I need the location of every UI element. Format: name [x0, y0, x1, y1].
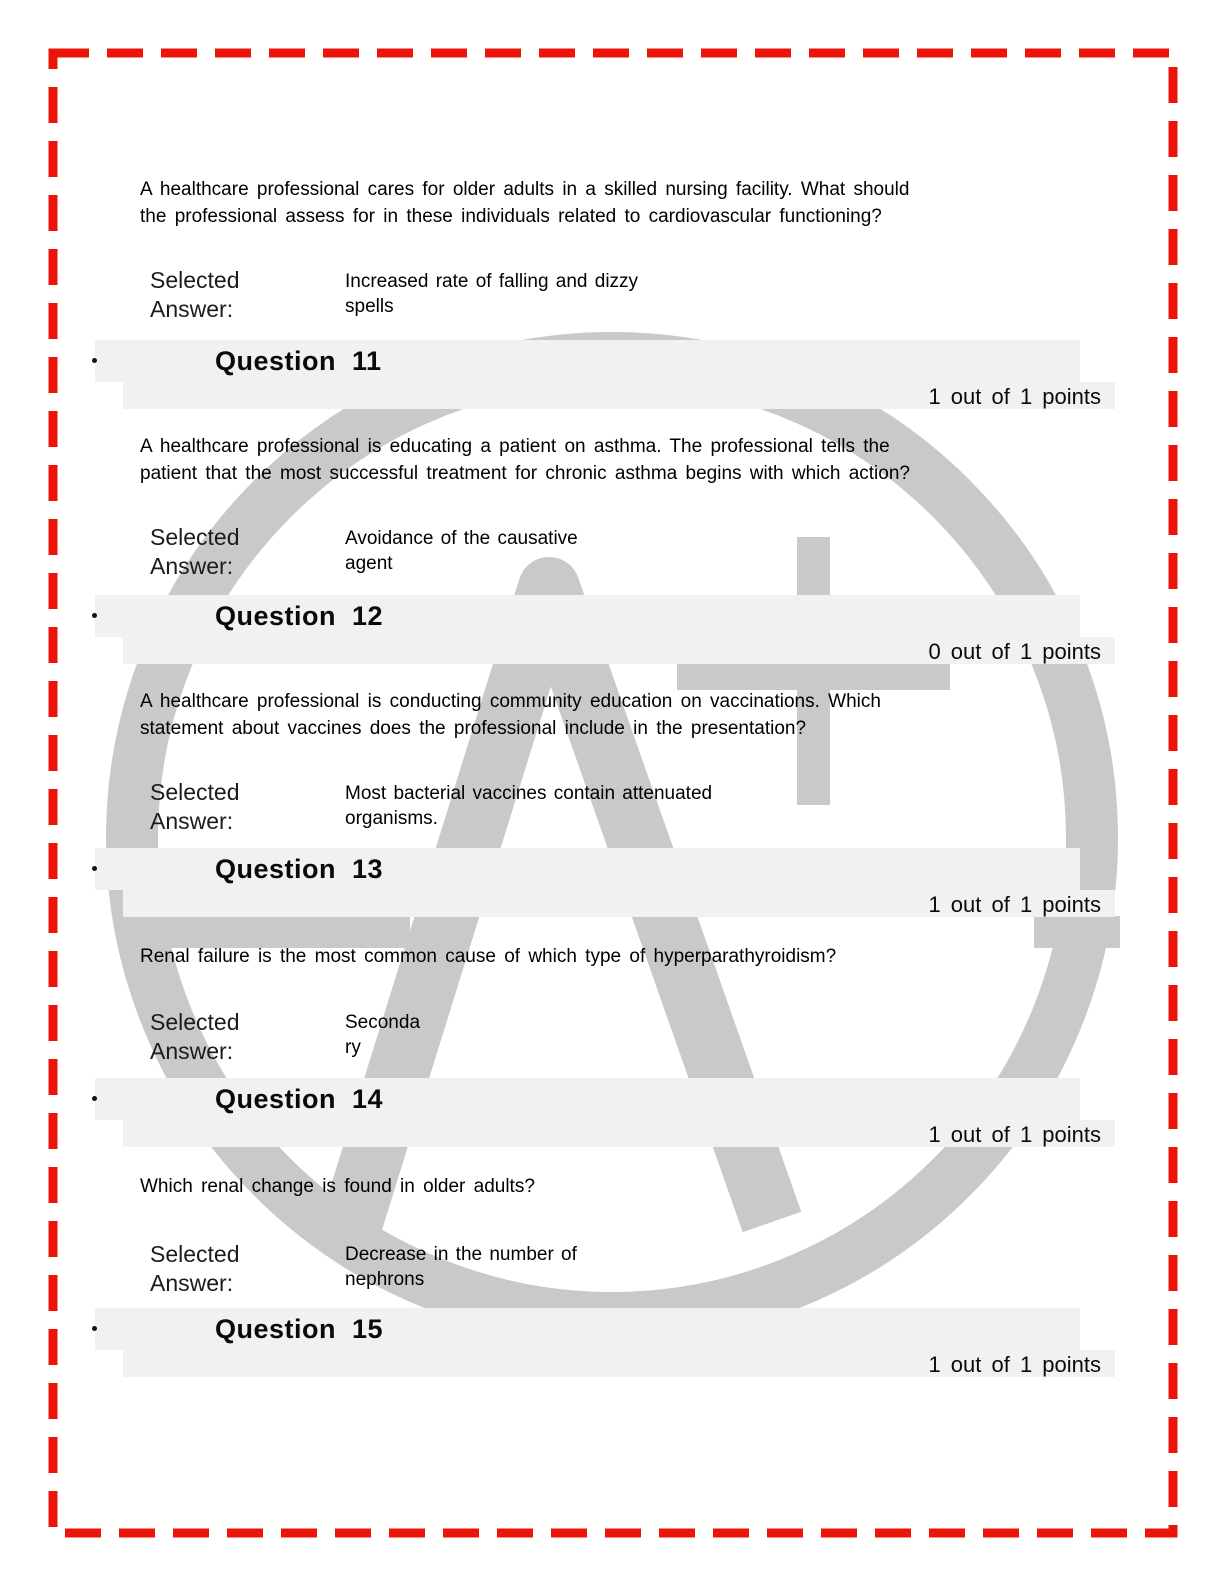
- question-line: Renal failure is the most common cause of which type of hyperparathyroidism?: [140, 946, 837, 967]
- selected-label-line: Selected: [150, 267, 240, 293]
- question-title: Question 11: [215, 346, 382, 376]
- answer-label-line: Answer:: [150, 1270, 234, 1296]
- selected-answer-label: [150, 523, 290, 581]
- question-line: Which renal change is found in older adults?: [140, 1176, 535, 1197]
- selected-label-line: Selected: [150, 779, 240, 805]
- list-bullet: [92, 358, 97, 363]
- points-row: [123, 1350, 1115, 1377]
- points-value: 1 out of 1 points: [928, 1352, 1101, 1377]
- answer-line: ry: [345, 1037, 361, 1058]
- question-title: Question 12: [215, 601, 384, 631]
- answer-line: Increased rate of falling and dizzy: [345, 271, 639, 292]
- points-value: 1 out of 1 points: [928, 1122, 1101, 1147]
- question-text: [140, 1173, 1045, 1200]
- answer-label-line: Answer:: [150, 553, 234, 579]
- answer-line: Avoidance of the causative: [345, 528, 578, 549]
- question-line: A healthcare professional cares for older adults in a skilled nursing facility. What should: [140, 179, 910, 200]
- points-value: 0 out of 1 points: [928, 639, 1101, 664]
- selected-label-line: Selected: [150, 524, 240, 550]
- selected-answer-label: [150, 266, 290, 324]
- selected-answer-label: [150, 778, 290, 836]
- list-bullet: [92, 1096, 97, 1101]
- list-bullet: [92, 1326, 97, 1331]
- points-row: [123, 637, 1115, 664]
- selected-answer-value: [345, 1010, 805, 1060]
- selected-answer-value: [345, 1242, 805, 1292]
- selected-answer-value: [345, 269, 805, 319]
- question-text: [140, 176, 1045, 230]
- points-value: 1 out of 1 points: [928, 384, 1101, 409]
- answer-line: organisms.: [345, 808, 438, 829]
- question-line: A healthcare professional is educating a patient on asthma. The professional tells the: [140, 436, 890, 457]
- question-header-band: [95, 595, 1080, 637]
- watermark-crossbar-right: [1034, 916, 1120, 948]
- question-line: the professional assess for in these individuals related to cardiovascular functioning?: [140, 206, 882, 227]
- selected-label-line: Selected: [150, 1241, 240, 1267]
- question-header-band: [95, 848, 1080, 890]
- question-title: Question 14: [215, 1084, 384, 1114]
- answer-label-line: Answer:: [150, 1038, 234, 1064]
- answer-line: Decrease in the number of: [345, 1244, 577, 1265]
- points-row: [123, 890, 1115, 917]
- answer-line: nephrons: [345, 1269, 425, 1290]
- answer-line: spells: [345, 296, 394, 317]
- answer-label-line: Answer:: [150, 808, 234, 834]
- selected-answer-value: [345, 781, 805, 831]
- question-header-band: [95, 1308, 1080, 1350]
- list-bullet: [92, 866, 97, 871]
- answer-line: agent: [345, 553, 393, 574]
- answer-line: Most bacterial vaccines contain attenuated: [345, 783, 713, 804]
- selected-answer-label: [150, 1240, 290, 1298]
- selected-answer-label: [150, 1008, 290, 1066]
- list-bullet: [92, 613, 97, 618]
- question-title: Question 13: [215, 854, 384, 884]
- answer-line: Seconda: [345, 1012, 421, 1033]
- question-header-band: [95, 340, 1080, 382]
- question-line: A healthcare professional is conducting community education on vaccinations. Which: [140, 691, 881, 712]
- question-text: [140, 433, 1045, 487]
- question-text: [140, 688, 1045, 742]
- selected-label-line: Selected: [150, 1009, 240, 1035]
- answer-label-line: Answer:: [150, 296, 234, 322]
- question-line: statement about vaccines does the professional include in the presentation?: [140, 718, 807, 739]
- question-text: [140, 943, 1045, 970]
- question-title: Question 15: [215, 1314, 384, 1344]
- points-row: [123, 1120, 1115, 1147]
- question-header-band: [95, 1078, 1080, 1120]
- points-value: 1 out of 1 points: [928, 892, 1101, 917]
- question-line: patient that the most successful treatment for chronic asthma begins with which action?: [140, 463, 910, 484]
- selected-answer-value: [345, 526, 805, 576]
- points-row: [123, 382, 1115, 409]
